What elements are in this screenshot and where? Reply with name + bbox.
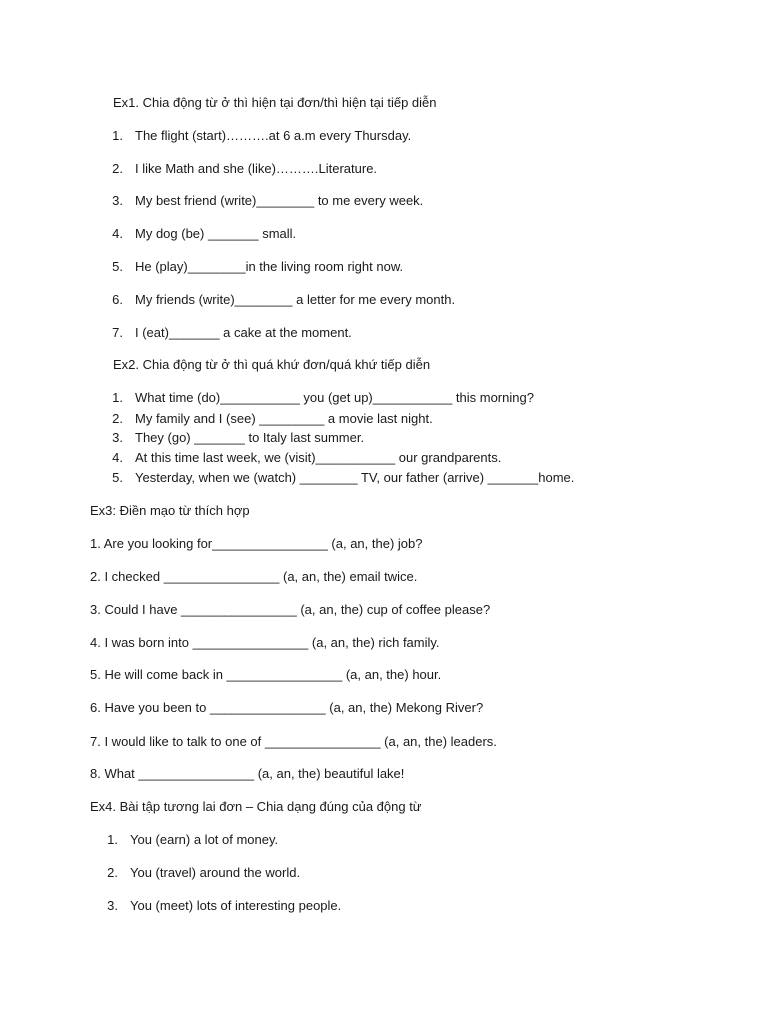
- ex4-heading: Ex4. Bài tập tương lai đơn – Chia dạng đúng của động từ: [90, 799, 422, 814]
- ex1-item-number: 6.: [112, 292, 123, 307]
- ex1-item-text: My friends (write)________ a letter for me every month.: [135, 292, 456, 307]
- ex1-item-number: 5.: [112, 259, 123, 274]
- ex2-item-number: 1.: [112, 390, 123, 405]
- ex3-item: 7. I would like to talk to one of ________________ (a, an, the) leaders.: [90, 734, 497, 749]
- ex4-item-number: 3.: [107, 898, 118, 913]
- ex3-item: 4. I was born into ________________ (a, an, the) rich family.: [90, 635, 440, 650]
- ex4-item-text: You (earn) a lot of money.: [130, 832, 279, 847]
- ex3-heading: Ex3: Điền mạo từ thích hợp: [90, 503, 250, 518]
- ex3-item: 3. Could I have ________________ (a, an, the) cup of coffee please?: [90, 602, 491, 617]
- ex1-item-number: 4.: [112, 226, 123, 241]
- ex2-item-text: They (go) _______ to Italy last summer.: [135, 430, 365, 445]
- ex1-item-text: My best friend (write)________ to me every week.: [135, 193, 424, 208]
- ex1-item-text: I (eat)_______ a cake at the moment.: [135, 325, 352, 340]
- ex2-item-text: What time (do)___________ you (get up)___________ this morning?: [135, 390, 534, 405]
- ex4-item-text: You (meet) lots of interesting people.: [130, 898, 342, 913]
- ex4-item-number: 2.: [107, 865, 118, 880]
- ex2-heading: Ex2. Chia động từ ở thì quá khứ đơn/quá khứ tiếp diễn: [113, 357, 431, 372]
- ex3-item: 8. What ________________ (a, an, the) beautiful lake!: [90, 766, 405, 781]
- ex1-item-number: 7.: [112, 325, 123, 340]
- ex3-item: 1. Are you looking for________________ (a, an, the) job?: [90, 536, 423, 551]
- ex2-item-number: 2.: [112, 411, 123, 426]
- ex3-item: 2. I checked ________________ (a, an, the) email twice.: [90, 569, 418, 584]
- ex2-item-number: 4.: [112, 450, 123, 465]
- ex2-item-number: 3.: [112, 430, 123, 445]
- ex2-item-text: At this time last week, we (visit)___________ our grandparents.: [135, 450, 502, 465]
- ex2-item-text: Yesterday, when we (watch) ________ TV, our father (arrive) _______home.: [135, 470, 575, 485]
- ex2-item-text: My family and I (see) _________ a movie last night.: [135, 411, 433, 426]
- ex3-item: 6. Have you been to ________________ (a, an, the) Mekong River?: [90, 700, 484, 715]
- ex1-item-text: He (play)________in the living room right now.: [135, 259, 404, 274]
- ex1-item-number: 1.: [112, 128, 123, 143]
- ex4-item-text: You (travel) around the world.: [130, 865, 301, 880]
- ex1-item-text: The flight (start)……….at 6 a.m every Thursday.: [135, 128, 412, 143]
- ex1-item-number: 3.: [112, 193, 123, 208]
- ex3-item: 5. He will come back in ________________ (a, an, the) hour.: [90, 667, 442, 682]
- ex1-heading: Ex1. Chia động từ ở thì hiện tại đơn/thì hiện tại tiếp diễn: [113, 95, 437, 110]
- ex1-item-text: I like Math and she (like)……….Literature.: [135, 161, 378, 176]
- ex1-item-text: My dog (be) _______ small.: [135, 226, 297, 241]
- ex2-item-number: 5.: [112, 470, 123, 485]
- ex1-item-number: 2.: [112, 161, 123, 176]
- ex4-item-number: 1.: [107, 832, 118, 847]
